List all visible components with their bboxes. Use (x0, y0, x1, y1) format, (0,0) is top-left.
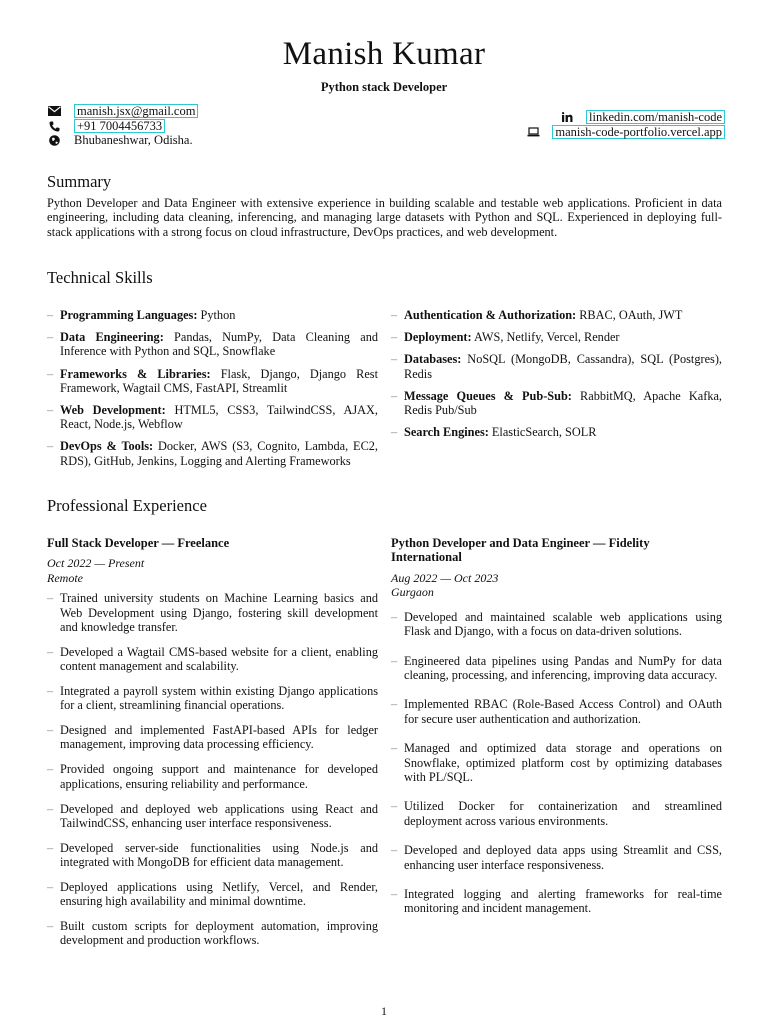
job-bullet (47, 645, 378, 673)
contact-left (47, 104, 198, 148)
bullet-dash: – (47, 308, 54, 322)
bullet-dash: – (47, 723, 54, 738)
bullet-text: Built custom scripts for deployment automation, improving development and production workflows. (60, 919, 378, 948)
skill-value: Pandas, NumPy, Data Cleaning and Inference with Python and SQL, Snowflake (60, 330, 378, 359)
job-title: Full Stack Developer — Freelance (47, 536, 230, 550)
job-bullet (391, 741, 722, 784)
skill-value: RabbitMQ, Apache Kafka, Redis Pub/Sub (404, 388, 722, 418)
skill-value: ElasticSearch, SOLR (488, 425, 597, 440)
job-bullet (391, 843, 722, 871)
bullet-dash: – (47, 366, 54, 381)
email-link[interactable]: manish.jsx@gmail.com (74, 104, 198, 118)
job-freelance (47, 536, 378, 958)
linkedin-link[interactable]: linkedin.com/manish-code (586, 110, 725, 124)
contact-right (526, 110, 725, 140)
bullet-text: Integrated logging and alerting frameworks for real-time monitoring and incident management. (404, 887, 722, 916)
contact-linkedin-row (526, 110, 725, 125)
bullet-text: Developed and maintained scalable web applications using Flask and Django, with a focus on data-driven solutions. (404, 609, 722, 638)
skill-value: AWS, Netlify, Vercel, Render (471, 330, 620, 345)
skill-label: Deployment: (404, 330, 472, 345)
bullet-dash: – (47, 403, 54, 418)
bullet-dash: – (47, 439, 54, 454)
skill-label: Authentication & Authorization: (404, 308, 577, 322)
job-bullet (391, 697, 722, 725)
bullet-text: Trained university students on Machine Learning basics and Web Development using Django, fostering skill development and knowledge transfer. (60, 591, 378, 634)
job-bullet (47, 919, 378, 947)
bullet-dash: – (47, 644, 54, 659)
skills-right-column (391, 308, 722, 439)
bullet-dash: – (391, 741, 398, 756)
bullet-dash: – (391, 653, 398, 668)
skill-value: Flask, Django, Django Rest Framework, Wagtail CMS, FastAPI, Streamlit (60, 366, 378, 395)
bullet-dash: – (391, 697, 398, 712)
skill-item (47, 439, 378, 467)
bullet-text: Utilized Docker for containerization and streamlined deployment across various environments. (404, 799, 722, 828)
skill-label: Search Engines: (404, 425, 489, 440)
job-bullet (47, 762, 378, 790)
envelope-icon (47, 105, 61, 117)
skill-label: Programming Languages: (60, 308, 198, 322)
job-bullet (391, 654, 722, 682)
bullet-dash: – (47, 591, 54, 606)
bullet-dash: – (47, 879, 54, 894)
bullet-text: Developed and deployed web applications using React and TailwindCSS, enhancing user interface responsiveness. (60, 801, 378, 830)
bullet-dash: – (391, 887, 398, 902)
skill-value: HTML5, CSS3, TailwindCSS, AJAX, React, Node.js, Webflow (60, 403, 378, 432)
job-fidelity (391, 536, 722, 931)
bullet-dash: – (391, 330, 398, 345)
bullet-dash: – (47, 683, 54, 698)
summary-heading: Summary (47, 172, 112, 191)
job-bullet (47, 723, 378, 751)
bullet-dash: – (391, 609, 398, 624)
skill-item (47, 330, 378, 358)
skill-item (47, 308, 378, 322)
page-number: 1 (381, 1004, 387, 1018)
bullet-dash: – (47, 762, 54, 777)
portfolio-link[interactable]: manish-code-portfolio.vercel.app (552, 125, 725, 139)
skill-item (391, 389, 722, 417)
phone-link[interactable]: +91 7004456733 (74, 119, 165, 133)
skill-label: Web Development: (60, 403, 166, 418)
contact-portfolio-row (526, 125, 725, 140)
skill-value: Docker, AWS (S3, Cognito, Lambda, EC2, RDS), GitHub, Jenkins, Logging and Alerting Frameworks (60, 439, 378, 468)
bullet-text: Integrated a payroll system within existing Django applications for a client, streamlining financial operations. (60, 683, 378, 713)
skills-left-column (47, 308, 378, 468)
job-bullet (391, 887, 722, 915)
skills-heading: Technical Skills (47, 268, 153, 287)
bullet-dash: – (47, 919, 54, 934)
skill-value: Python (197, 308, 236, 322)
summary-text: Python Developer and Data Engineer with extensive experience in building scalable and testable web applications. Proficient in data engineering, including data cleaning, inferencing, and managing large datasets with Python and SQL. Experienced in deploying full-stack applications with a strong focus on cloud infrastructure, DevOps practices, and web development. (47, 196, 722, 239)
contact-location-row (47, 134, 198, 149)
bullet-dash: – (391, 799, 398, 814)
bullet-dash: – (47, 801, 54, 816)
job-subtitle: Python stack Developer (320, 80, 448, 94)
skill-value: RBAC, OAuth, JWT (576, 308, 683, 322)
job-title: Python Developer and Data Engineer — Fidelity International (391, 536, 650, 565)
skill-label: DevOps & Tools: (60, 439, 154, 454)
skill-item (391, 308, 722, 322)
bullet-dash: – (391, 425, 398, 440)
location-text: Bhubaneshwar, Odisha. (74, 133, 193, 148)
skill-item (391, 425, 722, 439)
skill-item (391, 330, 722, 344)
bullet-text: Developed server-side functionalities using Node.js and integrated with MongoDB for efficient data management. (60, 840, 378, 869)
job-bullet (391, 610, 722, 638)
bullet-dash: – (391, 352, 398, 367)
skill-item (47, 403, 378, 431)
page-title: Manish Kumar (282, 36, 486, 72)
skill-item (47, 367, 378, 395)
job-location: Gurgaon (391, 585, 434, 600)
job-dates: Oct 2022 — Present (47, 556, 145, 571)
job-bullet (47, 841, 378, 869)
bullet-text: Deployed applications using Netlify, Vercel, and Render, ensuring high availability and minimal downtime. (60, 879, 378, 909)
linkedin-icon (560, 111, 574, 123)
skill-label: Data Engineering: (60, 330, 164, 345)
job-bullet (391, 799, 722, 827)
job-bullet (47, 802, 378, 830)
contact-phone-row (47, 119, 198, 134)
phone-icon (47, 120, 61, 132)
skill-item (391, 352, 722, 380)
job-bullet (47, 591, 378, 634)
experience-heading: Professional Experience (47, 496, 207, 515)
bullet-text: Implemented RBAC (Role-Based Access Control) and OAuth for secure user authentication and authorization. (404, 697, 722, 726)
bullet-text: Provided ongoing support and maintenance for developed applications, ensuring reliability and performance. (60, 762, 378, 791)
laptop-icon (526, 126, 540, 138)
bullet-dash: – (391, 843, 398, 858)
bullet-text: Designed and implemented FastAPI-based APIs for ledger management, improving data processing efficiency. (60, 723, 378, 752)
skill-value: NoSQL (MongoDB, Cassandra), SQL (Postgres), Redis (404, 352, 722, 381)
skill-label: Message Queues & Pub-Sub: (404, 388, 572, 403)
job-dates: Aug 2022 — Oct 2023 (391, 570, 499, 585)
skill-label: Frameworks & Libraries: (60, 366, 211, 381)
bullet-dash: – (391, 388, 398, 403)
contact-email-row (47, 104, 198, 119)
job-location: Remote (47, 570, 83, 585)
bullet-text: Developed and deployed data apps using Streamlit and CSS, enhancing user interface responsiveness. (404, 843, 722, 872)
bullet-text: Developed a Wagtail CMS-based website for a client, enabling content management and scalability. (60, 644, 378, 673)
bullet-dash: – (391, 308, 398, 322)
bullet-text: Engineered data pipelines using Pandas and NumPy for data cleaning, processing, and inferencing, improving data accuracy. (404, 653, 722, 682)
globe-icon (47, 135, 61, 147)
skill-label: Databases: (404, 352, 462, 367)
job-bullet (47, 880, 378, 908)
bullet-text: Managed and optimized data storage and operations on Snowflake, optimized platform cost by optimizing databases with PL/SQL. (404, 741, 722, 784)
job-bullet (47, 684, 378, 712)
bullet-dash: – (47, 840, 54, 855)
bullet-dash: – (47, 330, 54, 345)
